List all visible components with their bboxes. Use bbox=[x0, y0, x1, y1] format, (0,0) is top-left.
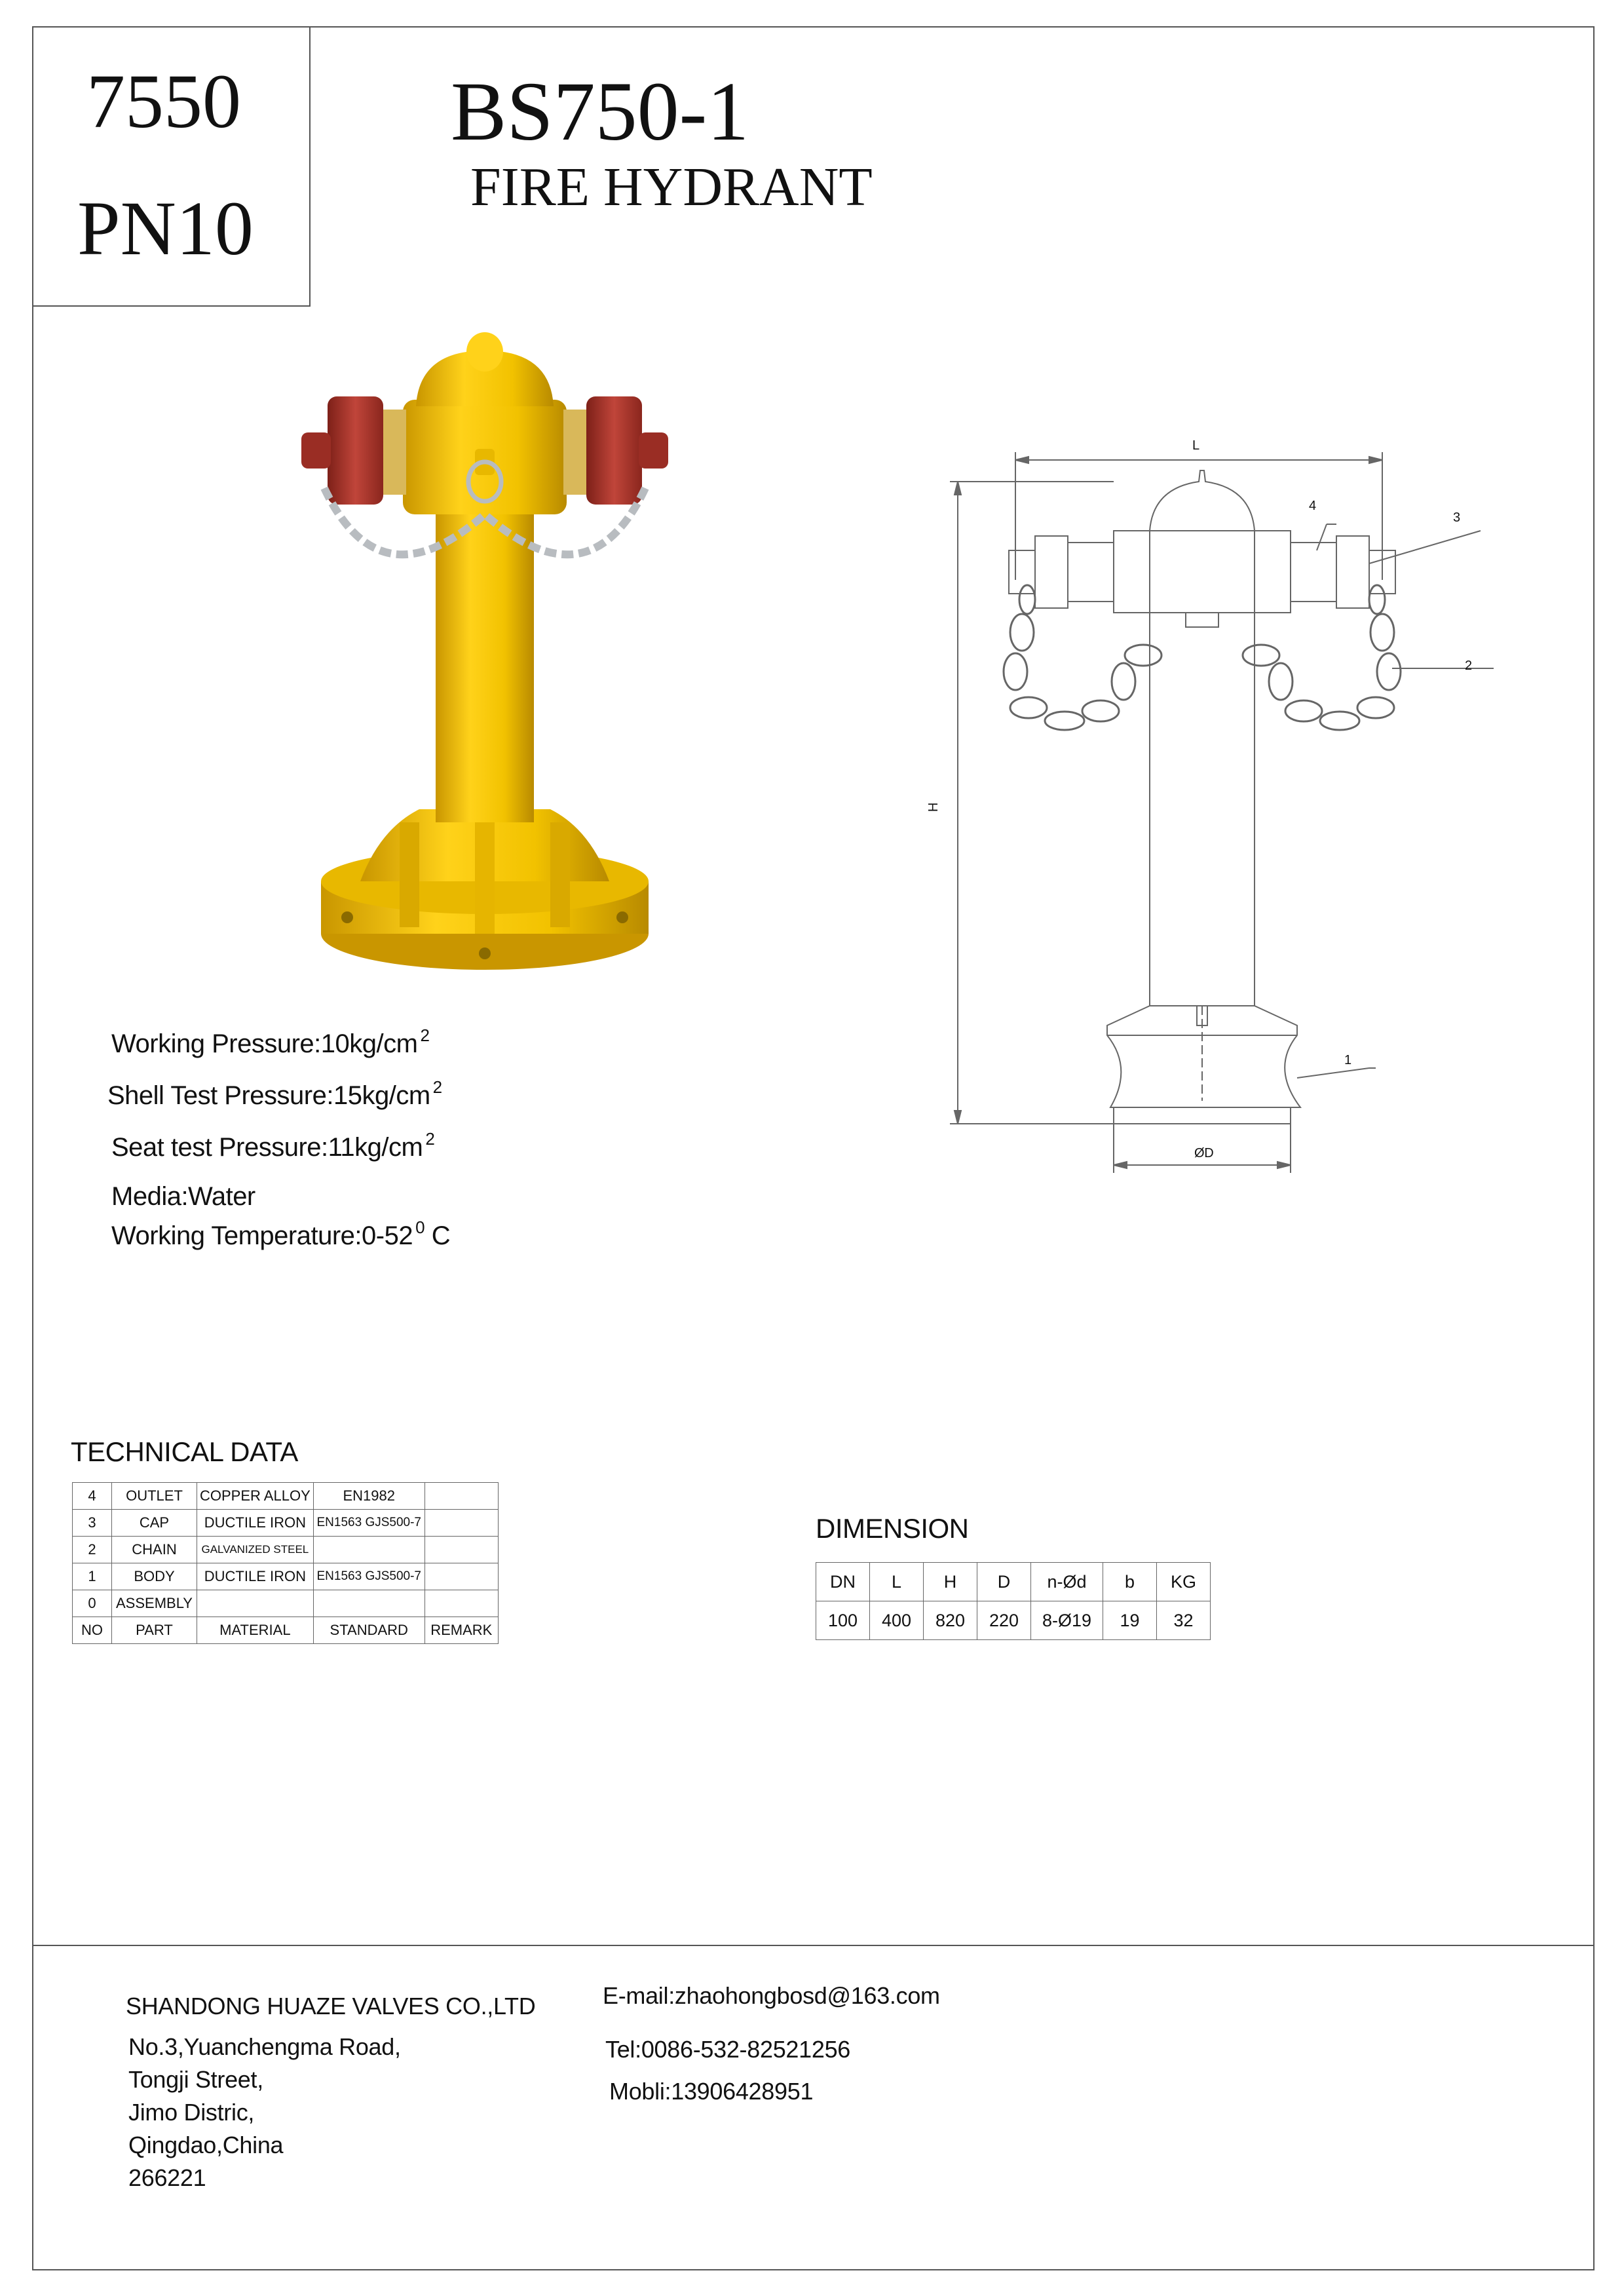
address-line: No.3,Yuanchengma Road, bbox=[128, 2033, 401, 2060]
spec-media: Media:Water bbox=[111, 1182, 255, 1211]
table-row: 3 CAP DUCTILE IRON EN1563 GJS500-7 bbox=[73, 1510, 499, 1537]
address-line: 266221 bbox=[128, 2164, 206, 2191]
table-row: 2 CHAIN GALVANIZED STEEL bbox=[73, 1537, 499, 1563]
table-row: 0 ASSEMBLY bbox=[73, 1590, 499, 1617]
technical-data-table bbox=[72, 1482, 499, 1644]
dimension-title: DIMENSION bbox=[816, 1513, 969, 1544]
footer-divider bbox=[32, 1945, 1595, 1946]
address-line: Jimo Distric, bbox=[128, 2099, 255, 2126]
table-row: 1 BODY DUCTILE IRON EN1563 GJS500-7 bbox=[73, 1563, 499, 1590]
contact-tel: Tel:0086-532-82521256 bbox=[605, 2036, 851, 2063]
product-title: FIRE HYDRANT bbox=[470, 157, 873, 218]
contact-mobile: Mobli:13906428951 bbox=[609, 2078, 814, 2105]
company-name: SHANDONG HUAZE VALVES CO.,LTD bbox=[126, 1993, 536, 2019]
spec-working-temperature: Working Temperature:0-52 $^0$ C bbox=[111, 1217, 451, 1250]
callout-3: 3 bbox=[1453, 510, 1460, 525]
callout-1: 1 bbox=[1344, 1053, 1351, 1067]
callout-4: 4 bbox=[1309, 499, 1316, 513]
spec-shell-test: Shell Test Pressure:15kg/cm $^2$ bbox=[107, 1077, 442, 1110]
dim-label-l: L bbox=[1192, 438, 1199, 453]
contact-email: E-mail:zhaohongbosd@163.com bbox=[603, 1982, 940, 2009]
product-code: 7550 bbox=[86, 58, 241, 144]
model-title: BS750-1 bbox=[451, 65, 749, 158]
pressure-class: PN10 bbox=[77, 185, 254, 271]
table-header-row: NO PART MATERIAL STANDARD REMARK bbox=[73, 1617, 499, 1644]
spec-working-pressure: Working Pressure:10kg/cm $^2$ bbox=[111, 1025, 430, 1058]
table-row: 4 OUTLET COPPER ALLOY EN1982 bbox=[73, 1483, 499, 1510]
table-header-row: DN L H D n-Ød b KG bbox=[816, 1563, 1211, 1601]
address-line: Tongji Street, bbox=[128, 2066, 263, 2093]
technical-data-title: TECHNICAL DATA bbox=[71, 1436, 298, 1467]
hydrant-photo bbox=[288, 324, 708, 993]
dimension-table bbox=[816, 1562, 1211, 1640]
address-line: Qingdao,China bbox=[128, 2132, 284, 2158]
dim-label-h: H bbox=[926, 802, 941, 813]
hydrant-drawing bbox=[917, 419, 1507, 1193]
spec-seat-test: Seat test Pressure:11kg/cm $^2$ bbox=[111, 1129, 435, 1162]
table-row: 100 400 820 220 8-Ø19 19 32 bbox=[816, 1601, 1211, 1640]
dim-label-d: ØD bbox=[1194, 1146, 1214, 1160]
callout-2: 2 bbox=[1465, 659, 1472, 673]
